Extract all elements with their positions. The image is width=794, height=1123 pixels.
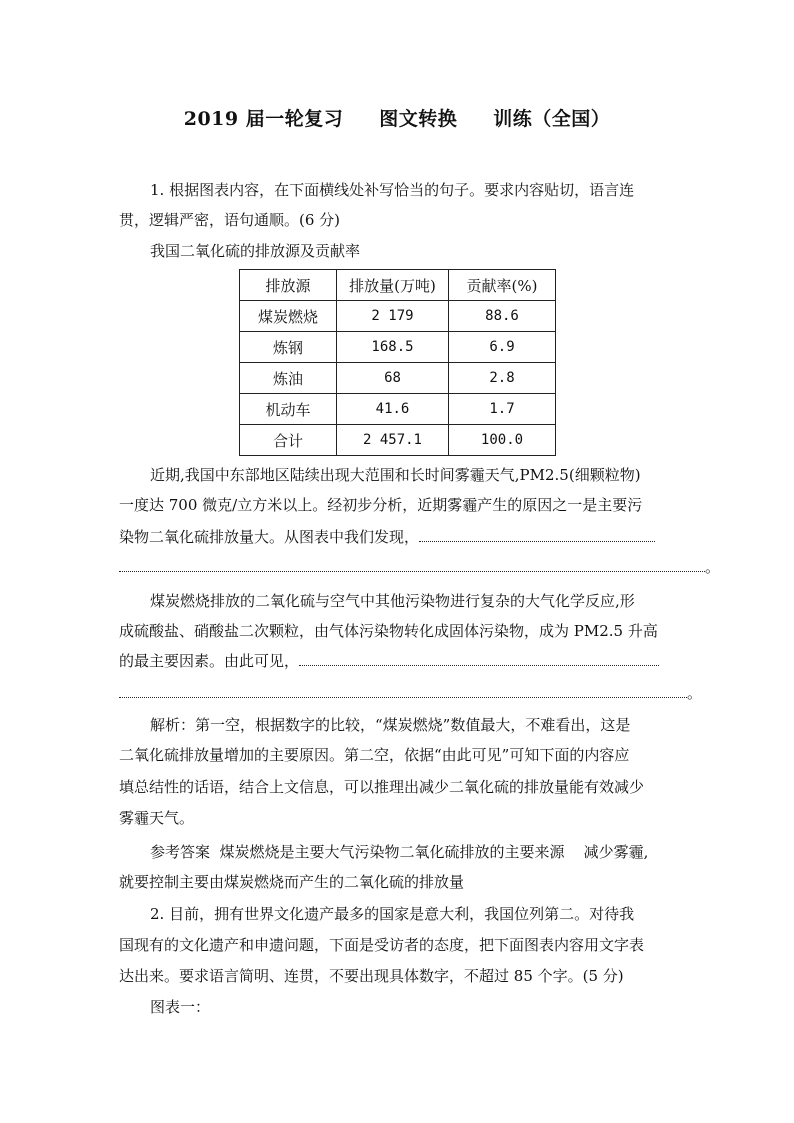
paragraph-2-line-2: 成硫酸盐、硝酸盐二次颗粒，由气体污染物转化成固体污染物，成为 PM2.5 升高: [119, 622, 658, 640]
answer-blank-1b[interactable]: [119, 557, 705, 572]
q1-prompt-line-2: 贯，逻辑严密，语句通顺。(6 分): [119, 211, 341, 229]
table-header-row: [240, 270, 556, 301]
answer-blank-1a[interactable]: [419, 527, 655, 542]
table-cell: 2.8: [449, 363, 556, 394]
chart-label: 图表一：: [150, 998, 211, 1016]
table-cell: 炼钢: [240, 332, 337, 363]
table-cell: 炼油: [240, 363, 337, 394]
answer-blank-line-2: [119, 683, 702, 703]
table-cell: 88.6: [449, 301, 556, 332]
table-cell: 机动车: [240, 394, 337, 425]
blank-period: 。: [687, 684, 703, 702]
emission-table: [239, 269, 556, 456]
title-part-2: 图文转换: [379, 108, 458, 130]
table-cell: 6.9: [449, 332, 556, 363]
answer-blank-2b[interactable]: [119, 683, 687, 698]
table-cell: 168.5: [337, 332, 449, 363]
q1-prompt-line-1: 1. 根据图表内容，在下面横线处补写恰当的句子。要求内容贴切，语言连: [150, 181, 635, 199]
table-cell: 1.7: [449, 394, 556, 425]
paragraph-1-line-2: 一度达 700 微克/立方米以上。经初步分析，近期雾霾产生的原因之一是主要污: [119, 496, 643, 514]
answer-line-1: 参考答案 煤炭燃烧是主要大气污染物二氧化硫排放的主要来源 减少雾霾,: [150, 843, 649, 861]
answer-blank-2a[interactable]: [299, 651, 659, 666]
table-header-cell: 排放源: [240, 270, 337, 301]
table-cell: 2 457.1: [337, 425, 449, 456]
table-header-cell: 贡献率(%): [449, 270, 556, 301]
paragraph-2-line-3: [119, 651, 659, 671]
q2-prompt-line-3: 达出来。要求语言简明、连贯，不要出现具体数字，不超过 85 个字。(5 分): [119, 967, 624, 985]
table-row: [240, 332, 556, 363]
table-cell: 煤炭燃烧: [240, 301, 337, 332]
answer-blank-line-1: [119, 557, 720, 577]
q2-prompt-line-2: 国现有的文化遗产和申遗问题，下面是受访者的态度，把下面图表内容用文字表: [119, 936, 645, 954]
table-row: [240, 301, 556, 332]
table-row: [240, 363, 556, 394]
table-cell: 100.0: [449, 425, 556, 456]
table-cell: 2 179: [337, 301, 449, 332]
analysis-line-1: 解析：第一空，根据数字的比较，“煤炭燃烧”数值最大，不难看出，这是: [150, 716, 631, 734]
title-part-3: 训练（全国）: [493, 108, 611, 130]
table-caption: 我国二氧化硫的排放源及贡献率: [150, 242, 361, 260]
paragraph-2-line-3-text: 的最主要因素。由此可见，: [119, 652, 300, 670]
paragraph-1-line-1: 近期,我国中东部地区陆续出现大范围和长时间雾霾天气,PM2.5(细颗粒物): [150, 466, 641, 484]
table-cell: 合计: [240, 425, 337, 456]
q2-prompt-line-1: 2. 目前，拥有世界文化遗产最多的国家是意大利，我国位列第二。对待我: [150, 905, 635, 923]
table-cell: 68: [337, 363, 449, 394]
table-row: [240, 394, 556, 425]
table-row: [240, 425, 556, 456]
table-header-cell: 排放量(万吨): [337, 270, 449, 301]
analysis-line-4: 雾霾天气。: [119, 809, 195, 827]
paragraph-1-line-3: [119, 527, 655, 547]
title-part-1: 2019 届一轮复习: [183, 108, 344, 130]
blank-period: 。: [705, 558, 721, 576]
table-cell: 41.6: [337, 394, 449, 425]
paragraph-2-line-1: 煤炭燃烧排放的二氧化硫与空气中其他污染物进行复杂的大气化学反应,形: [150, 592, 635, 610]
page-title: [0, 104, 794, 131]
analysis-line-3: 填总结性的话语，结合上文信息，可以推理出减少二氧化硫的排放量能有效减少: [119, 778, 645, 796]
answer-line-2: 就要控制主要由煤炭燃烧而产生的二氧化硫的排放量: [119, 873, 465, 891]
paragraph-1-line-3-text: 染物二氧化硫排放量大。从图表中我们发现，: [119, 528, 420, 546]
analysis-line-2: 二氧化硫排放量增加的主要原因。第二空，依据“由此可见”可知下面的内容应: [119, 746, 630, 764]
